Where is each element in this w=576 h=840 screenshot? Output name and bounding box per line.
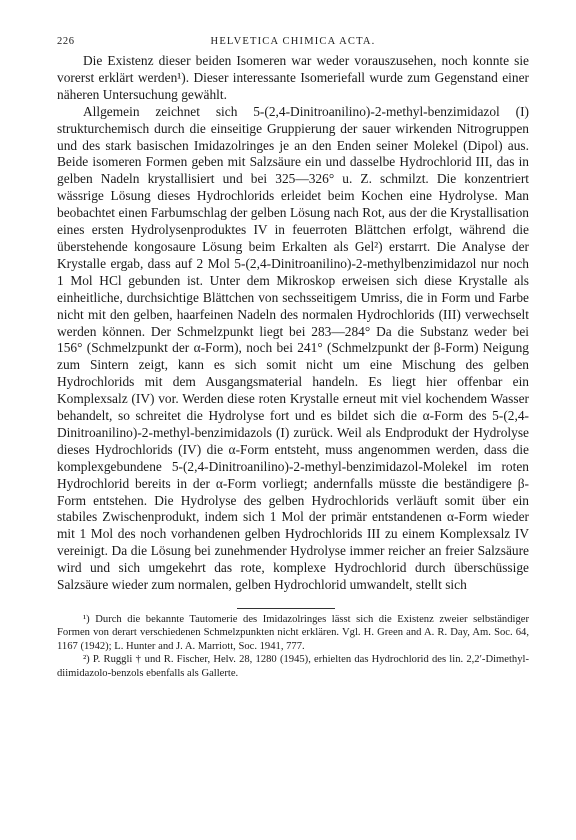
journal-title: HELVETICA CHIMICA ACTA. [210, 36, 376, 47]
page-number: 226 [57, 36, 75, 47]
footnote-2: ²) P. Ruggli † und R. Fischer, Helv. 28, 1280 (1945), erhielten das Hydrochlorid des lin. 2,2′-Dimethyl-diimidazolo-benzols ebenfalls als Gallerte. [57, 654, 529, 679]
body-text [57, 53, 529, 594]
footnote-1: ¹) Durch die bekannte Tautomerie des Imidazolringes lässt sich die Existenz zweier selbständiger Formen von derart verschiedenen Schmelzpunkten nicht erklären. Vgl. H. Green and A. R. Day, Am. Soc. 64, 1167 (1942); L. Hunter and J. A. Marriott, Soc. 1941, 777. [57, 614, 529, 652]
page [57, 36, 529, 680]
paragraph-1: Die Existenz dieser beiden Isomeren war weder vorauszusehen, noch konnte sie vorerst erklärt werden¹). Dieser interessante Isomeriefall wurde zum Gegenstand einer näheren Untersuchung gewählt. [57, 53, 529, 102]
paragraph-2: Allgemein zeichnet sich 5-(2,4-Dinitroanilino)-2-methyl-benzimidazol (I) strukturchemisch durch die einseitige Gruppierung der sauer wirkenden Nitrogruppen und des stark basischen Imidazolringes je an den Enden seiner Molekel (Dipol) aus. Beide isomeren Formen geben mit Salzsäure ein und dasselbe Hydrochlorid III, das in gelben Nadeln krystallisiert und bei 325—326° u. Z. schmilzt. Die konzentriert wässrige Lösung dieses Hydrochlorids erleidet beim Kochen eine Hydrolyse. Man beobachtet einen Farbumschlag der gelben Lösung nach Rot, aus der die Krystallisation eines ersten Hydrolysenproduktes IV in feuerroten Blättchen erfolgt, während die überstehende kongosaure Lösung beim Erkalten als Gel²) erstarrt. Die Analyse der Krystalle ergab, dass auf 2 Mol 5-(2,4-Dinitroanilino)-2-methylbenzimidazol nur noch 1 Mol HCl gebunden ist. Unter dem Mikroskop erweisen sich diese Krystalle als einheitliche, durchsichtige Blättchen von sechsseitigem Umriss, die in Form und Farbe nicht mit den gelben, haarfeinen Nadeln des normalen Hydrochlorids (III) verwechselt werden können. Der Schmelzpunkt liegt bei 283—284° Da die Substanz weder bei 156° (Schmelzpunkt der α-Form), noch bei 241° (Schmelzpunkt der β-Form) Neigung zum Sintern zeigt, kann es sich somit nicht um eine Mischung des gelben Hydrochlorids mit dem Ausgangsmaterial handeln. Es liegt hier offenbar ein Komplexsalz (IV) vor. Werden diese roten Krystalle erneut mit viel kochendem Wasser behandelt, so schreitet die Hydrolyse fort und es bildet sich die α-Form des 5-(2,4-Dinitroanilino)-2-methyl-benzimidazols (I) zurück. Weil als Endprodukt der Hydrolyse dieses Hydrochlorids (IV) die α-Form entsteht, muss angenommen werden, dass die komplexgebundene 5-(2,4-Dinitroanilino)-2-methyl-benzimidazol-Molekel im roten Hydrochlorid bereits in der α-Form vorliegt; andernfalls müsste die beständigere β-Form entstehen. Die Hydrolyse des gelben Hydrochlorids verläuft somit über ein stabiles Zwischenprodukt, indem sich 1 Mol der primär entstandenen α-Form wieder mit 1 Mol des noch vorhandenen gelben Hydrochlorids III zu einem Komplexsalz IV vereinigt. Da die Lösung bei zunehmender Hydrolyse immer reicher an freier Salzsäure wird und sich umgekehrt das rote, komplexe Hydrochlorid durch überschüssige Salzsäure wieder zum normalen, gelben Hydrochlorid umwandelt, stellt sich [57, 103, 529, 593]
running-head [57, 36, 529, 52]
footnotes [57, 613, 529, 680]
footnote-divider [237, 608, 335, 609]
